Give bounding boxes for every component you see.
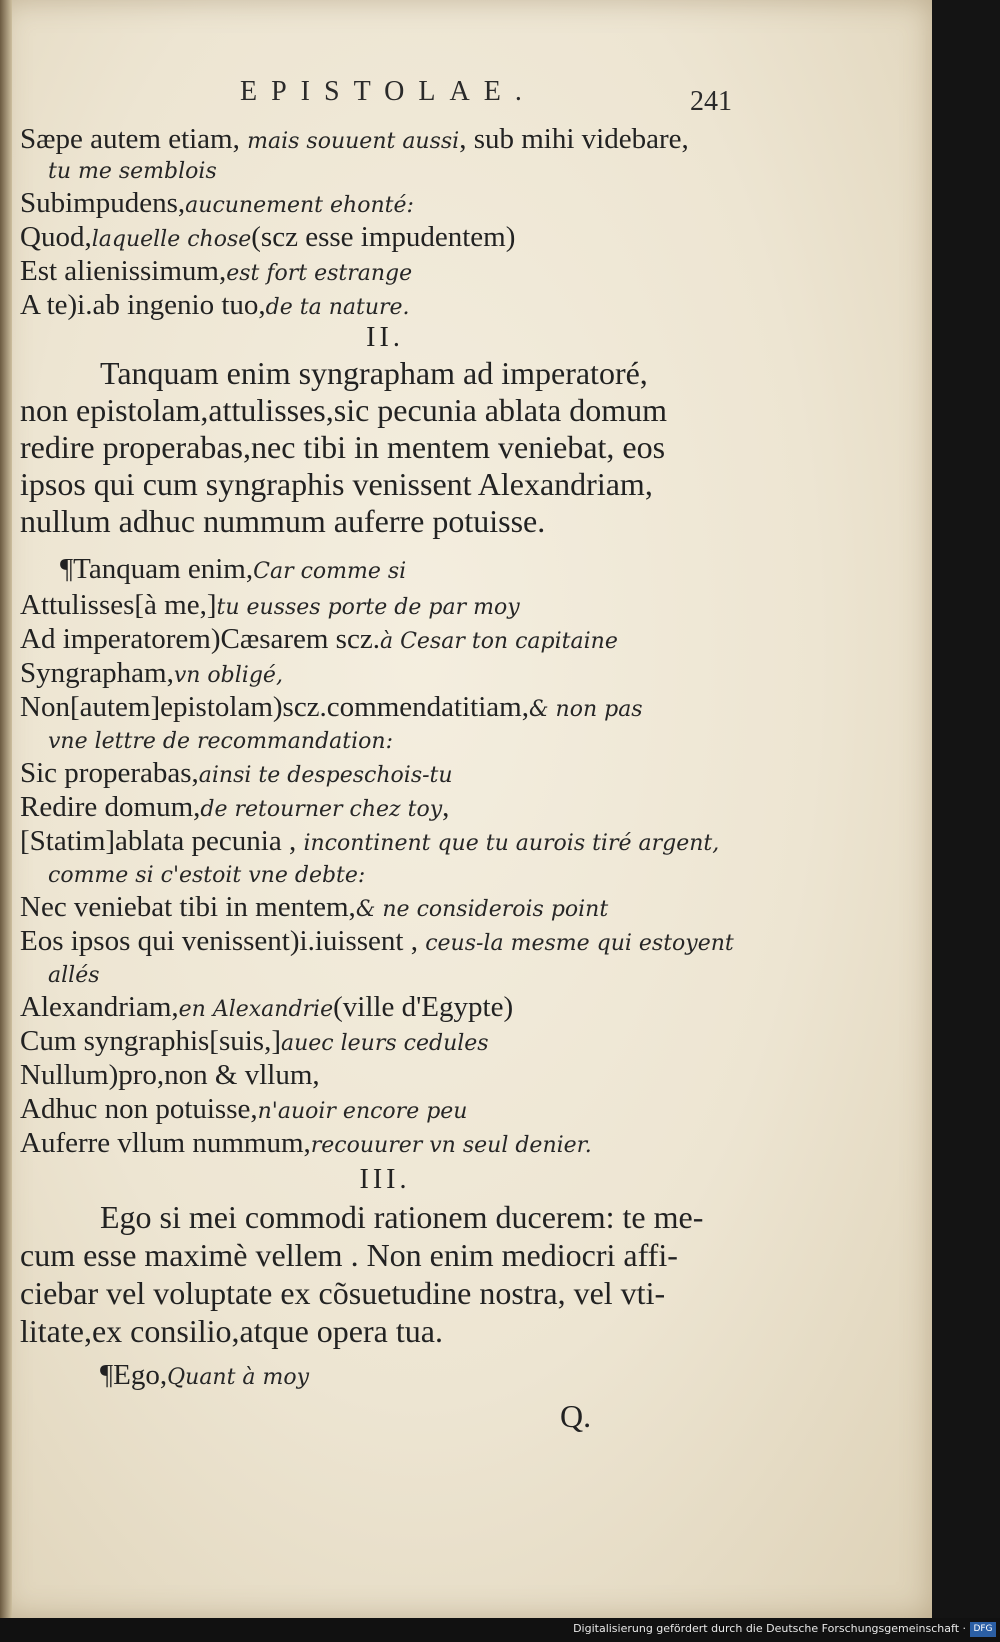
footer-bar: [0, 1618, 1000, 1642]
gloss-line: Syngrapham,vn obligé,: [20, 657, 283, 689]
footer-credit: Digitalisierung gefördert durch die Deutsche Forschungsgemeinschaft ·: [573, 1622, 966, 1635]
gloss-line: allés: [48, 963, 100, 988]
page-spine: [0, 0, 12, 1618]
gloss-line: Adhuc non potuisse,n'auoir encore peu: [20, 1093, 468, 1125]
paragraph-line: Ego si mei commodi rationem ducerem: te me-: [100, 1199, 704, 1235]
gloss-line: Subimpudens,aucunement ehonté:: [20, 187, 414, 219]
section-number: III.: [359, 1164, 411, 1195]
gloss-line: Ad imperatorem)Cæsarem scz.à Cesar ton capitaine: [20, 623, 618, 655]
gloss-line: Non[autem]epistolam)scz.commendatitiam,& non pas: [20, 691, 643, 723]
gloss-line: Cum syngraphis[suis,]auec leurs cedules: [20, 1025, 489, 1057]
paragraph-line: ciebar vel voluptate ex cõsuetudine nostra, vel vti-: [20, 1275, 666, 1311]
gloss-line: comme si c'estoit vne debte:: [48, 863, 366, 888]
paragraph-line: nullum adhuc nummum auferre potuisse.: [20, 503, 546, 539]
signature-mark: Q.: [560, 1398, 592, 1434]
gloss-line: A te)i.ab ingenio tuo,de ta nature.: [20, 289, 410, 321]
gloss-line: Sæpe autem etiam, mais souuent aussi, sub mihi videbare,: [20, 123, 689, 155]
gloss-line: Sic properabas,ainsi te despeschois-tu: [20, 757, 453, 789]
paragraph-line: redire properabas,nec tibi in mentem veniebat, eos: [20, 429, 666, 465]
paragraph-line: cum esse maximè vellem . Non enim mediocri affi-: [20, 1237, 678, 1273]
gloss-line: Est alienissimum,est fort estrange: [20, 255, 413, 287]
gloss-line: Nec veniebat tibi in mentem,& ne considerois point: [20, 891, 609, 923]
running-header: EPISTOLAE.: [240, 76, 536, 107]
gloss-line: ¶Tanquam enim,Car comme si: [60, 553, 407, 585]
gloss-line: ¶Ego,Quant à moy: [100, 1359, 310, 1391]
page-number: 241: [690, 86, 732, 117]
gloss-line: Quod,laquelle chose(scz esse impudentem): [20, 221, 516, 253]
gloss-line: [Statim]ablata pecunia , incontinent que tu aurois tiré argent,: [20, 825, 720, 857]
gloss-line: Auferre vllum nummum,recouurer vn seul denier.: [20, 1127, 592, 1159]
gloss-line: Eos ipsos qui venissent)i.iuissent , ceus-la mesme qui estoyent: [20, 925, 734, 957]
gloss-line: tu me semblois: [48, 159, 217, 184]
gloss-line: Redire domum,de retourner chez toy,: [20, 791, 450, 823]
paragraph-line: Tanquam enim syngrapham ad imperatoré,: [100, 355, 648, 391]
paragraph-line: ipsos qui cum syngraphis venissent Alexandriam,: [20, 466, 653, 502]
dfg-logo-icon: DFG: [970, 1622, 996, 1637]
paragraph-line: non epistolam,attulisses,sic pecunia ablata domum: [20, 392, 667, 428]
gloss-line: vne lettre de recommandation:: [48, 729, 393, 754]
paragraph-line: litate,ex consilio,atque opera tua.: [20, 1313, 443, 1349]
gloss-line: Attulisses[à me,]tu eusses porte de par moy: [20, 589, 520, 621]
gloss-line: Alexandriam,en Alexandrie(ville d'Egypte): [20, 991, 514, 1023]
section-number: II.: [366, 322, 404, 353]
gloss-line: Nullum)pro,non & vllum,: [20, 1059, 320, 1091]
